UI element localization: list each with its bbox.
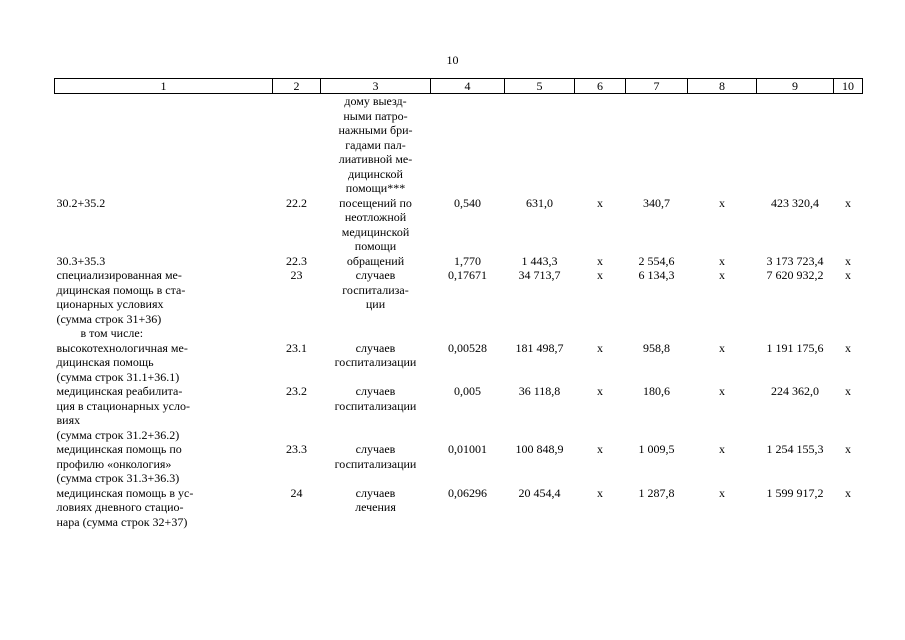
row-label-line: высокотехнологичная ме- xyxy=(56,340,188,355)
per-capita-cell: 1 287,8 xyxy=(638,485,675,500)
unit-line: неотложной xyxy=(344,210,407,224)
unit-cell xyxy=(321,486,431,530)
header-cell-5: 5 xyxy=(505,79,575,94)
col-6-cell: х xyxy=(597,384,603,398)
unit-cell xyxy=(321,254,431,269)
col-10-cell xyxy=(834,94,863,196)
table-row xyxy=(55,94,863,196)
row-label-cell xyxy=(55,94,273,196)
per-capita-cell: 1 009,5 xyxy=(638,442,675,456)
table-body xyxy=(55,94,863,530)
table-row xyxy=(55,254,863,269)
table-row xyxy=(55,442,863,486)
header-cell-7: 7 xyxy=(626,79,688,94)
row-label-line: (сумма строк 31.3+36.3) xyxy=(56,471,180,485)
total-sum-cell: 1 191 175,6 xyxy=(766,340,824,355)
cost-per-unit-cell xyxy=(505,210,575,254)
row-label-line: виях xyxy=(56,413,81,427)
cost-per-unit-cell: 1 443,3 xyxy=(521,253,558,268)
unit-cell xyxy=(321,442,431,486)
col-8-cell: х xyxy=(719,268,725,282)
unit-line: случаев xyxy=(355,268,396,282)
unit-line: обращений xyxy=(346,253,405,268)
row-label-cell xyxy=(55,384,273,442)
unit-line: помощи*** xyxy=(345,181,406,195)
row-label-line: ловиях дневного стацио- xyxy=(56,500,184,514)
unit-cell xyxy=(321,210,431,254)
header-cell-9: 9 xyxy=(757,79,834,94)
norm-value-cell xyxy=(431,326,505,341)
row-number-cell xyxy=(273,210,321,254)
row-label-cell xyxy=(55,196,273,211)
unit-line: случаев xyxy=(355,485,396,500)
row-label-line: дицинская помощь xyxy=(56,355,154,369)
unit-line: госпитализа- xyxy=(342,282,409,297)
col-10-cell: х xyxy=(845,340,851,355)
norm-value-cell: 1,770 xyxy=(454,253,481,268)
unit-line: нажными бри- xyxy=(338,123,413,137)
table-row xyxy=(55,486,863,530)
unit-line: медицинской xyxy=(341,224,410,239)
norm-value-cell: 0,17671 xyxy=(448,268,487,282)
cost-per-unit-cell: 34 713,7 xyxy=(518,268,561,282)
header-cell-4: 4 xyxy=(431,79,505,94)
col-6-cell xyxy=(575,210,626,254)
per-capita-cell: 2 554,6 xyxy=(638,253,675,268)
total-sum-cell: 3 173 723,4 xyxy=(766,253,824,268)
row-label-cell xyxy=(55,268,273,326)
table-header xyxy=(55,79,863,94)
unit-cell xyxy=(321,326,431,341)
col-8-cell: х xyxy=(719,195,725,210)
unit-line: госпитализации xyxy=(334,355,417,369)
table-row xyxy=(55,196,863,211)
unit-cell xyxy=(321,384,431,442)
total-sum-cell xyxy=(757,210,834,254)
row-label-line: медицинская помощь по xyxy=(56,442,182,456)
row-label-line: медицинская реабилита- xyxy=(56,384,183,398)
norm-value-cell: 0,01001 xyxy=(448,442,487,456)
row-label-line: ция в стационарных усло- xyxy=(56,398,190,413)
row-label-cell xyxy=(55,254,273,269)
col-8-cell xyxy=(688,326,757,341)
norm-value-cell xyxy=(431,210,505,254)
cost-per-unit-cell: 100 848,9 xyxy=(515,442,564,456)
unit-cell xyxy=(321,341,431,385)
unit-line: госпитализации xyxy=(334,456,417,471)
per-capita-cell: 958,8 xyxy=(643,340,670,355)
row-number-cell: 22.2 xyxy=(286,195,307,210)
row-label-line: 30.2+35.2 xyxy=(56,195,106,210)
col-10-cell: х xyxy=(845,384,851,398)
col-10-cell: х xyxy=(845,442,851,456)
row-number-cell: 23 xyxy=(290,268,303,282)
unit-line: гадами пал- xyxy=(345,137,406,152)
col-6-cell: х xyxy=(597,340,603,355)
row-number-cell: 23.3 xyxy=(286,442,307,456)
col-10-cell: х xyxy=(845,253,851,268)
col-8-cell xyxy=(688,94,757,196)
cost-per-unit-cell xyxy=(505,94,575,196)
col-6-cell: х xyxy=(597,268,603,282)
header-row xyxy=(55,79,863,94)
per-capita-cell: 6 134,3 xyxy=(638,268,675,282)
row-label-line: (сумма строк 31.2+36.2) xyxy=(56,427,180,442)
col-6-cell: х xyxy=(597,253,603,268)
col-8-cell xyxy=(688,210,757,254)
row-label-line: ционарных условиях xyxy=(56,297,164,311)
row-number-cell: 22.3 xyxy=(286,253,307,268)
row-label-cell xyxy=(55,210,273,254)
unit-line: случаев xyxy=(355,340,396,355)
cost-per-unit-cell: 20 454,4 xyxy=(518,485,561,500)
row-label-line: профилю «онкология» xyxy=(56,456,172,471)
page-number: 10 xyxy=(446,53,459,67)
col-8-cell: х xyxy=(719,340,725,355)
col-10-cell xyxy=(834,326,863,341)
cost-per-unit-cell: 181 498,7 xyxy=(515,340,564,355)
row-label-line: (сумма строк 31.1+36.1) xyxy=(56,369,180,384)
per-capita-cell xyxy=(626,94,688,196)
unit-line: ными патро- xyxy=(343,108,408,123)
col-8-cell: х xyxy=(719,442,725,456)
row-number-cell: 23.2 xyxy=(286,384,307,398)
total-sum-cell: 224 362,0 xyxy=(771,384,819,398)
row-label-line: медицинская помощь в ус- xyxy=(56,485,194,500)
per-capita-cell: 340,7 xyxy=(643,195,670,210)
unit-line: госпитализации xyxy=(334,398,417,413)
row-label-line: нара (сумма строк 32+37) xyxy=(56,514,188,529)
header-cell-1: 1 xyxy=(55,79,273,94)
col-6-cell: х xyxy=(597,442,603,456)
header-cell-2: 2 xyxy=(273,79,321,94)
col-6-cell: х xyxy=(597,485,603,500)
row-label-line: 30.3+35.3 xyxy=(56,253,106,268)
row-label-cell xyxy=(55,486,273,530)
row-label-cell xyxy=(55,341,273,385)
per-capita-cell xyxy=(626,210,688,254)
row-number-cell: 24 xyxy=(290,485,303,500)
unit-line: случаев xyxy=(355,442,396,456)
header-cell-8: 8 xyxy=(688,79,757,94)
total-sum-cell: 1 254 155,3 xyxy=(766,442,824,456)
unit-line: лечения xyxy=(355,500,396,514)
total-sum-cell xyxy=(757,94,834,196)
per-capita-cell: 180,6 xyxy=(643,384,670,398)
table-row xyxy=(55,268,863,326)
row-label-cell xyxy=(55,326,273,341)
table-row xyxy=(55,384,863,442)
table-row xyxy=(55,341,863,385)
unit-line: помощи xyxy=(354,239,397,253)
col-10-cell: х xyxy=(845,195,851,210)
row-label-line: специализированная ме- xyxy=(56,268,182,282)
col-10-cell: х xyxy=(845,268,851,282)
data-table xyxy=(54,78,863,529)
header-cell-6: 6 xyxy=(575,79,626,94)
col-10-cell: х xyxy=(845,485,851,500)
total-sum-cell: 423 320,4 xyxy=(771,195,819,210)
unit-line: дому выезд- xyxy=(344,94,407,108)
norm-value-cell: 0,00528 xyxy=(448,340,487,355)
header-cell-10: 10 xyxy=(834,79,863,94)
col-10-cell xyxy=(834,210,863,254)
cost-per-unit-cell: 36 118,8 xyxy=(518,384,561,398)
total-sum-cell: 1 599 917,2 xyxy=(766,485,824,500)
col-6-cell xyxy=(575,326,626,341)
unit-line: дицинской xyxy=(348,166,403,181)
per-capita-cell xyxy=(626,326,688,341)
norm-value-cell: 0,06296 xyxy=(448,485,487,500)
row-label-line: дицинская помощь в ста- xyxy=(56,282,186,297)
table-row xyxy=(55,210,863,254)
unit-line: ции xyxy=(365,297,386,311)
row-number-cell xyxy=(273,94,321,196)
cost-per-unit-cell: 631,0 xyxy=(526,195,553,210)
unit-cell xyxy=(321,94,431,196)
col-6-cell xyxy=(575,94,626,196)
header-cell-3: 3 xyxy=(321,79,431,94)
row-label-line: в том числе: xyxy=(80,326,144,340)
row-label-cell xyxy=(55,442,273,486)
table-row xyxy=(55,326,863,341)
unit-line: посещений по xyxy=(339,195,412,210)
row-number-cell xyxy=(273,326,321,341)
row-label-line: (сумма строк 31+36) xyxy=(56,311,162,326)
unit-cell xyxy=(321,196,431,211)
col-8-cell: х xyxy=(719,253,725,268)
col-8-cell: х xyxy=(719,485,725,500)
col-8-cell: х xyxy=(719,384,725,398)
cost-per-unit-cell xyxy=(505,326,575,341)
unit-line: лиативной ме- xyxy=(338,152,413,166)
norm-value-cell xyxy=(431,94,505,196)
total-sum-cell: 7 620 932,2 xyxy=(766,268,824,282)
total-sum-cell xyxy=(757,326,834,341)
col-6-cell: х xyxy=(597,195,603,210)
norm-value-cell: 0,005 xyxy=(454,384,481,398)
unit-cell xyxy=(321,268,431,326)
unit-line: случаев xyxy=(355,384,396,398)
norm-value-cell: 0,540 xyxy=(454,195,481,210)
row-number-cell: 23.1 xyxy=(286,340,307,355)
